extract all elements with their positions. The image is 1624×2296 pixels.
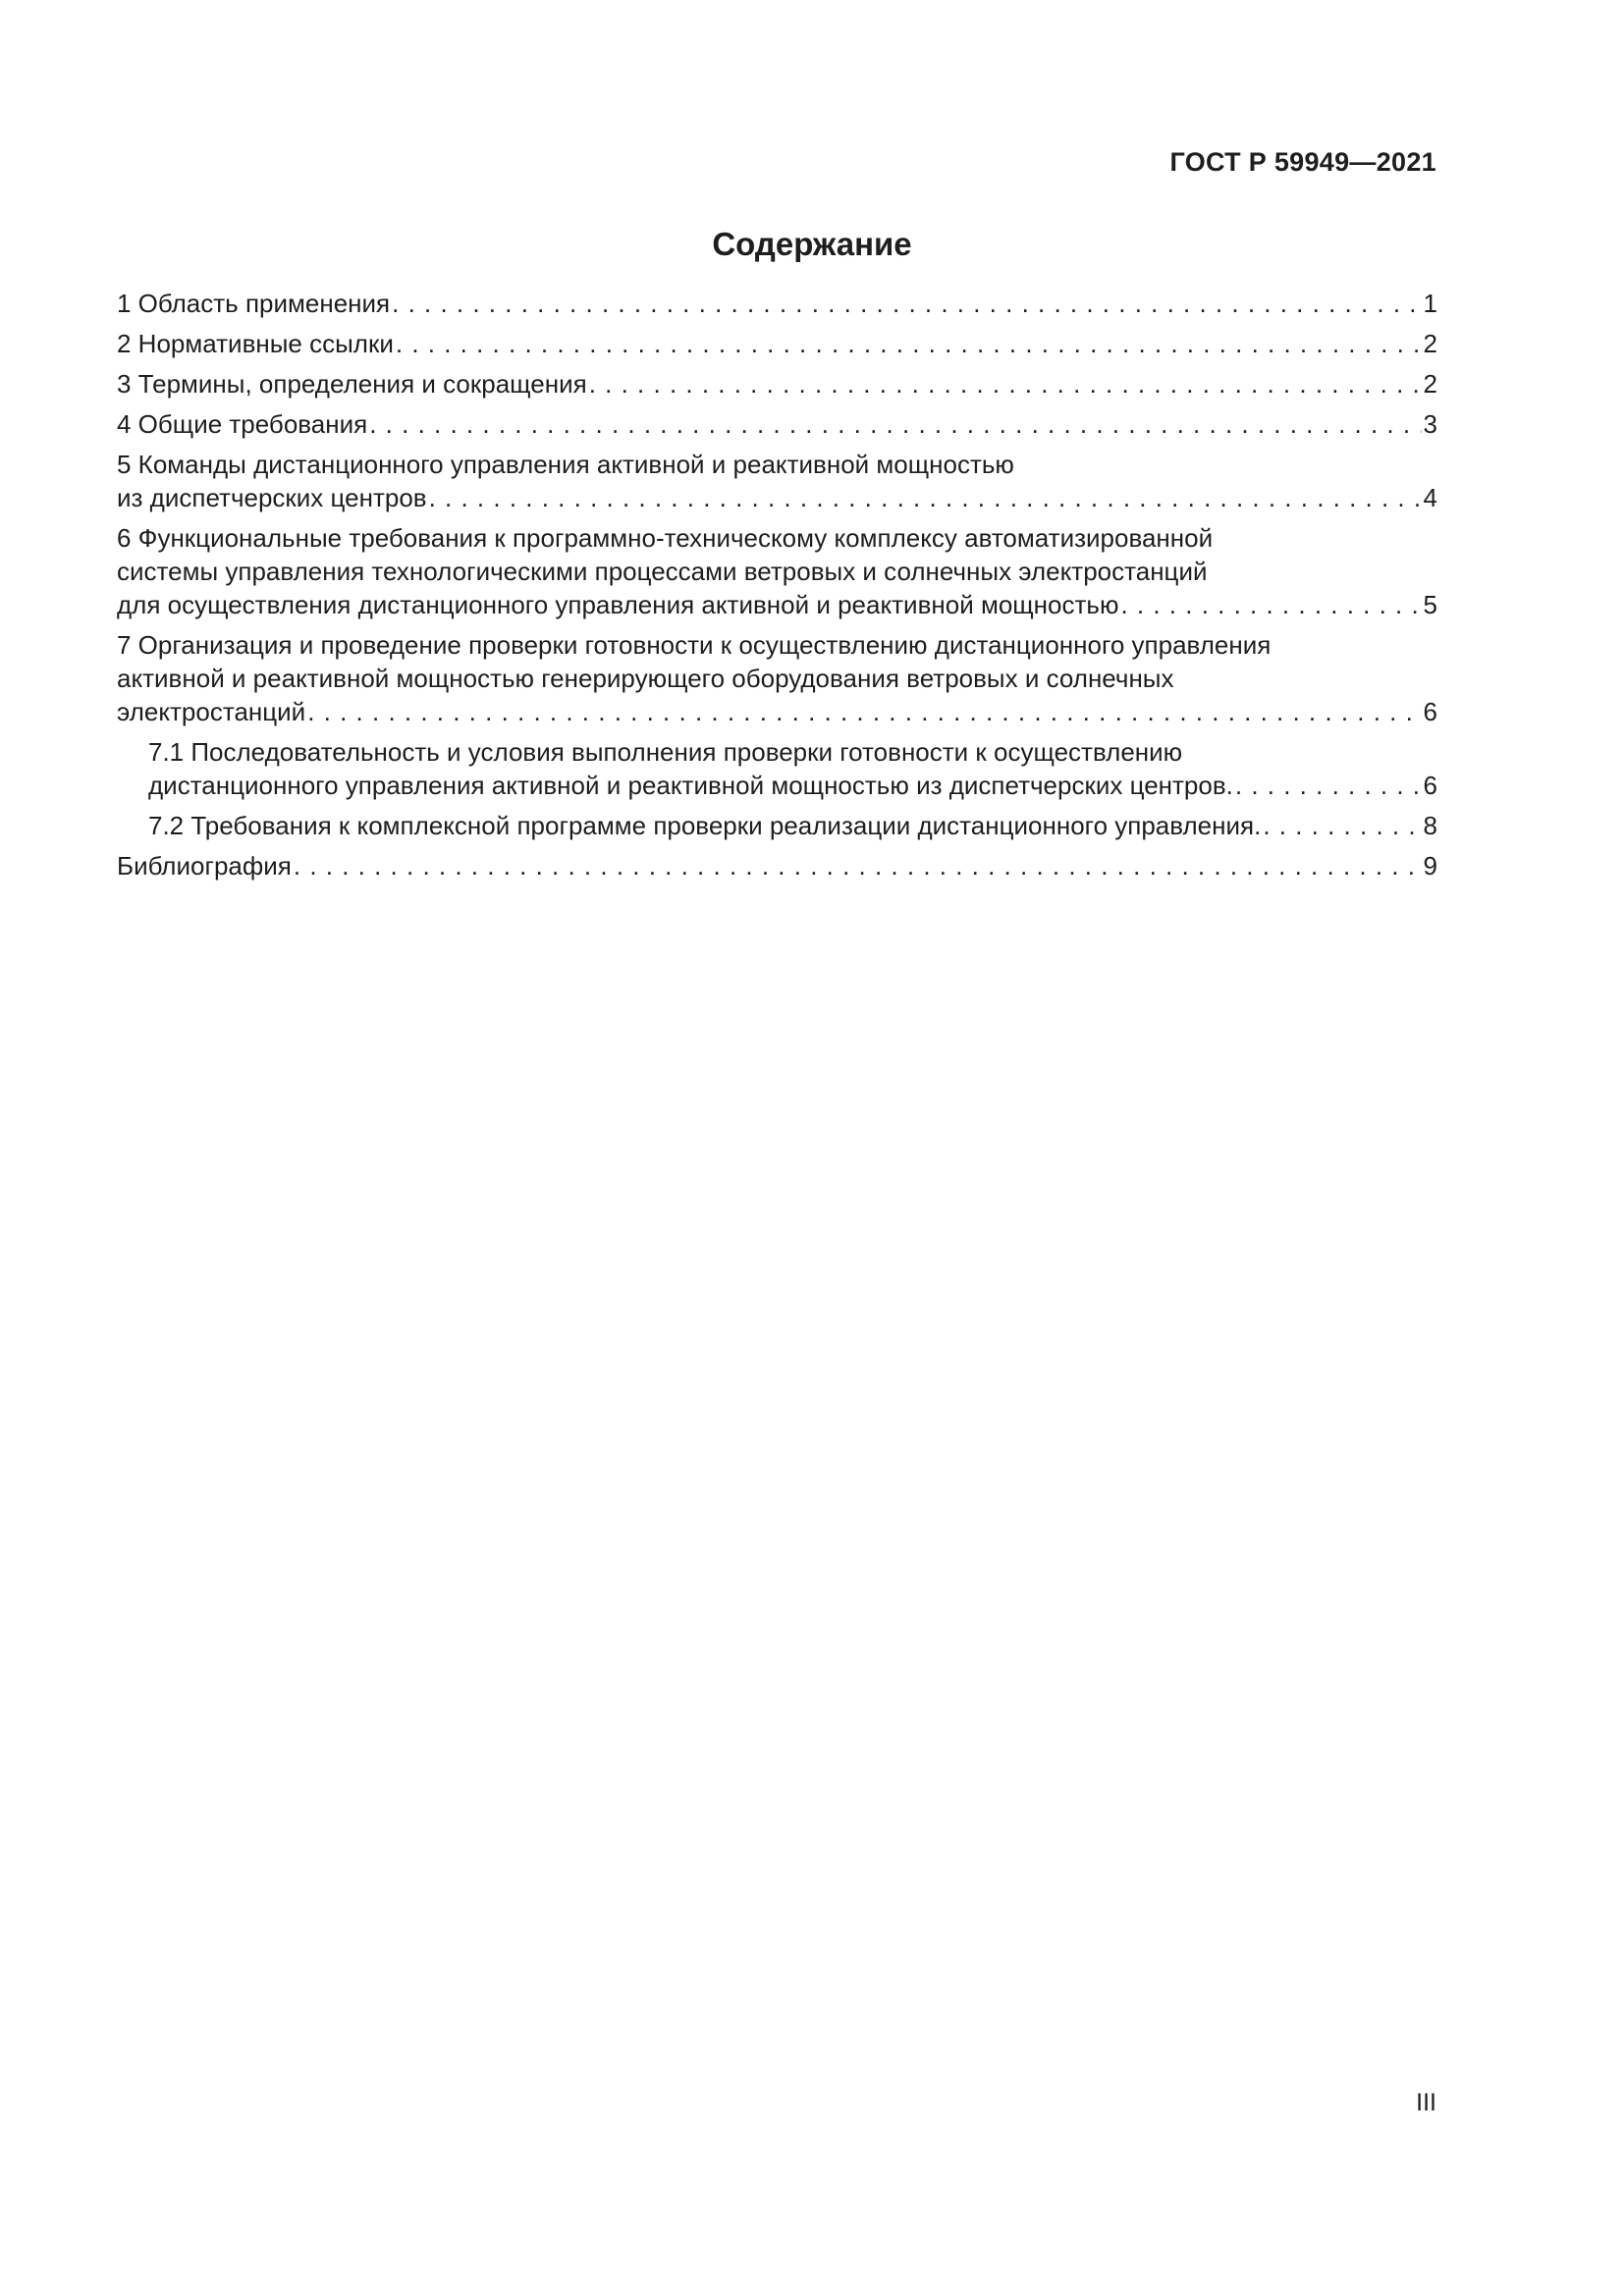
dot-leader xyxy=(1120,588,1421,621)
toc-entry[interactable] xyxy=(117,327,1437,360)
toc-entry-text-line: 7.2 Требования к комплексной программе проверки реализации дистанционного управления. xyxy=(148,811,1262,840)
toc-entry-last-line xyxy=(117,849,1437,882)
toc-entry-text-line: системы управления технологическими процессами ветровых и солнечных электростанций xyxy=(117,557,1208,586)
toc-entry-text-line: 1 Область применения xyxy=(117,289,391,318)
dot-leader xyxy=(1235,769,1422,802)
toc-entry-text-line: дистанционного управления активной и реактивной мощностью из диспетчерских центров. xyxy=(148,771,1233,800)
table-of-contents xyxy=(117,287,1437,889)
dot-leader xyxy=(429,481,1422,514)
toc-entry-last-line xyxy=(148,769,1437,802)
toc-entry-text-line: из диспетчерских центров xyxy=(117,483,427,512)
dot-leader xyxy=(589,367,1422,400)
toc-entry-page-number: 6 xyxy=(1423,771,1437,800)
toc-entry-page-number: 2 xyxy=(1423,369,1437,399)
toc-entry-text-line: 2 Нормативные ссылки xyxy=(117,329,394,358)
toc-entry-text-line: активной и реактивной мощностью генерирующего оборудования ветровых и солнечных xyxy=(117,664,1174,693)
toc-entry[interactable] xyxy=(117,407,1437,441)
toc-entry-text-line: 4 Общие требования xyxy=(117,409,368,439)
toc-entry-text-line: электростанций xyxy=(117,697,306,726)
dot-leader xyxy=(396,327,1422,360)
toc-entry[interactable] xyxy=(117,628,1437,728)
dot-leader xyxy=(294,849,1422,882)
toc-entry-text-line: 7 Организация и проведение проверки готовности к осуществлению дистанционного управления xyxy=(117,630,1272,660)
toc-entry-page-number: 5 xyxy=(1423,590,1437,619)
toc-entry[interactable] xyxy=(117,367,1437,400)
toc-entry-page-number: 8 xyxy=(1423,811,1437,840)
toc-entry-text-line: 5 Команды дистанционного управления активной и реактивной мощностью xyxy=(117,450,1014,479)
dot-leader xyxy=(1263,809,1421,842)
toc-entry[interactable] xyxy=(117,521,1437,621)
toc-entry-text-line: 6 Функциональные требования к программно-техническому комплексу автоматизированной xyxy=(117,523,1214,553)
toc-entry-page-number: 1 xyxy=(1423,289,1437,318)
toc-entry-last-line xyxy=(117,481,1437,514)
toc-title: Содержание xyxy=(712,226,912,262)
toc-entry[interactable] xyxy=(117,735,1437,802)
page-number: III xyxy=(1416,2089,1436,2116)
toc-entry-last-line xyxy=(117,695,1437,728)
toc-entry-last-line xyxy=(117,327,1437,360)
dot-leader xyxy=(369,407,1421,441)
toc-entry-page-number: 6 xyxy=(1423,697,1437,726)
toc-entry-page-number: 3 xyxy=(1423,409,1437,439)
toc-entry-page-number: 2 xyxy=(1423,329,1437,358)
toc-entry-text-line: для осуществления дистанционного управления активной и реактивной мощностью xyxy=(117,590,1119,619)
dot-leader xyxy=(392,287,1421,320)
toc-entry-page-number: 4 xyxy=(1423,483,1437,512)
toc-entry-last-line xyxy=(117,287,1437,320)
toc-entry-text-line: 7.1 Последовательность и условия выполнения проверки готовности к осуществлению xyxy=(148,737,1183,767)
toc-entry[interactable] xyxy=(117,809,1437,842)
toc-entry-last-line xyxy=(117,407,1437,441)
toc-entry-last-line xyxy=(148,809,1437,842)
toc-entry[interactable] xyxy=(117,448,1437,514)
toc-entry-text-line: 3 Термины, определения и сокращения xyxy=(117,369,587,399)
toc-entry[interactable] xyxy=(117,849,1437,882)
toc-entry-last-line xyxy=(117,588,1437,621)
dot-leader xyxy=(307,695,1421,728)
document-id-header: ГОСТ Р 59949—2021 xyxy=(1169,147,1436,177)
toc-entry-last-line xyxy=(117,367,1437,400)
toc-entry[interactable] xyxy=(117,287,1437,320)
toc-entry-page-number: 9 xyxy=(1423,851,1437,881)
toc-entry-text-line: Библиография xyxy=(117,851,292,881)
